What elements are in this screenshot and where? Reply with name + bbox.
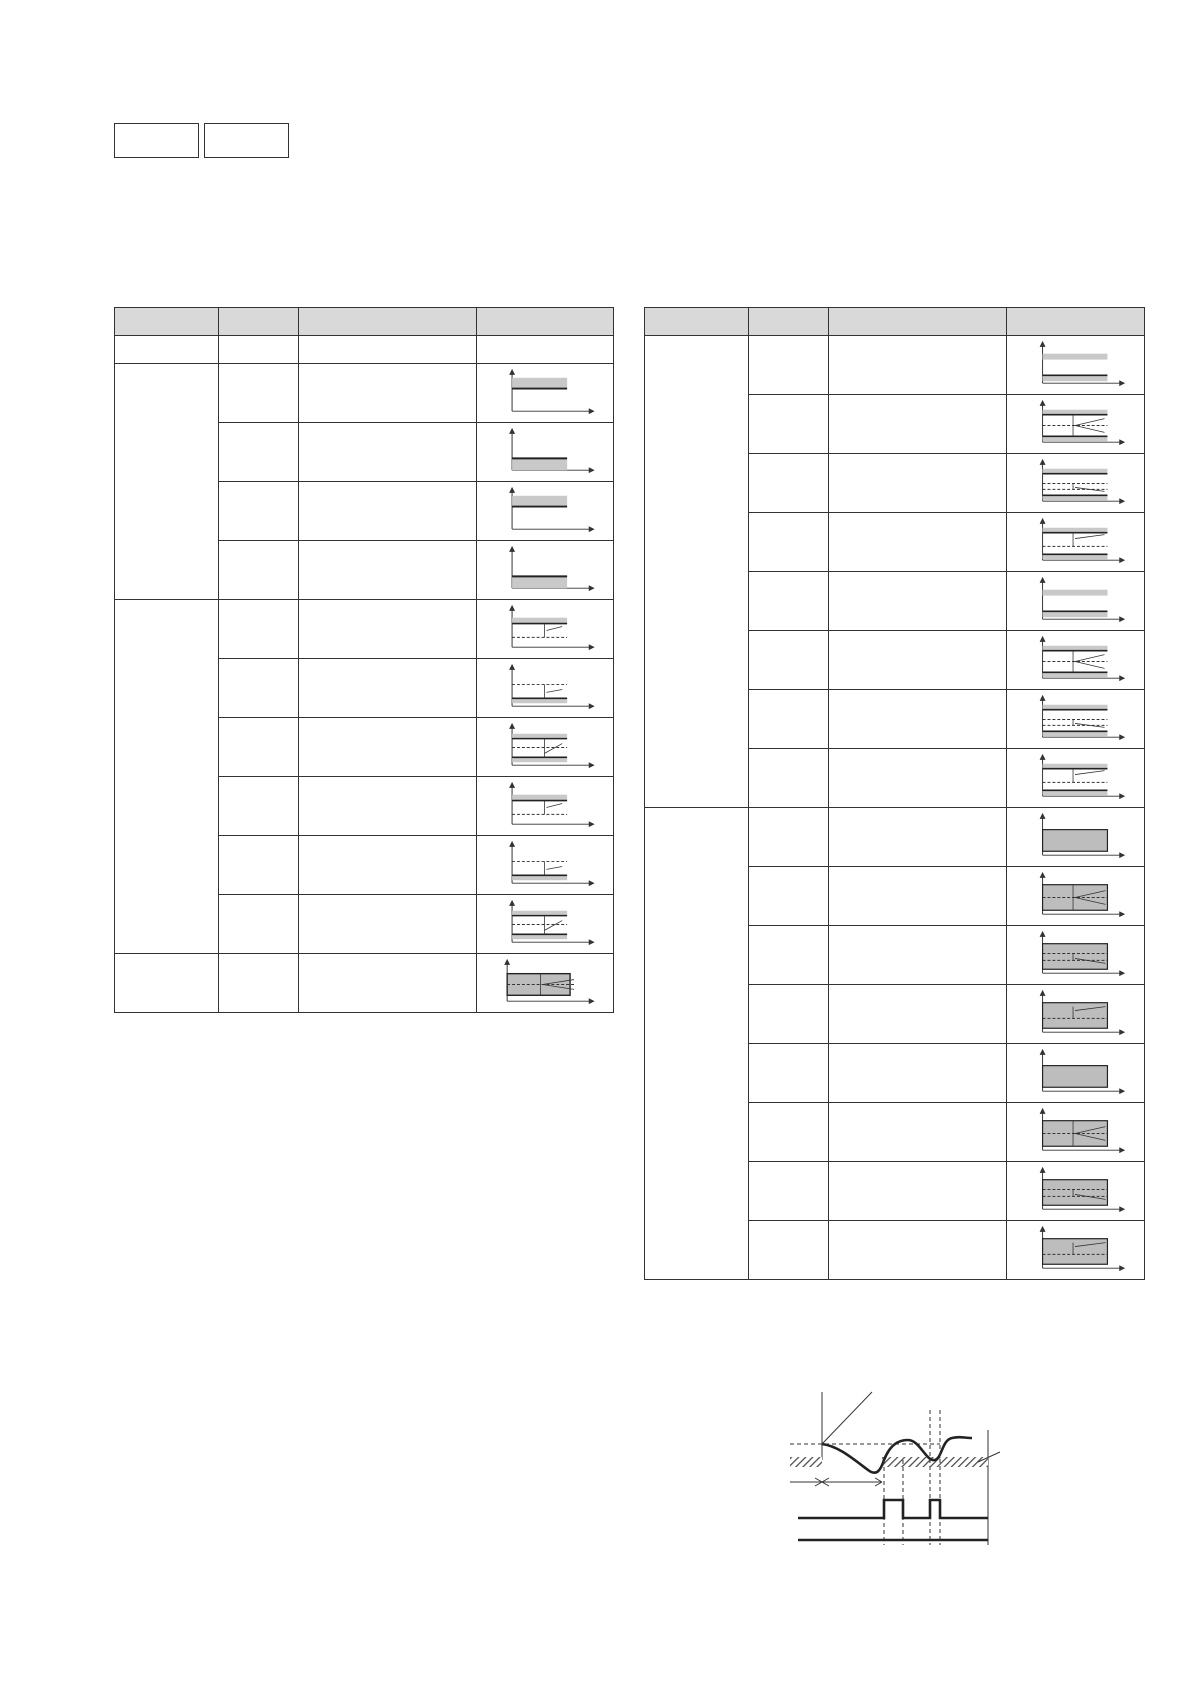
table-cell <box>219 600 299 659</box>
table-cell <box>299 336 477 364</box>
table-cell <box>219 777 299 836</box>
table-cell <box>1007 808 1145 867</box>
table-cell <box>829 867 1007 926</box>
table-cell <box>477 482 614 541</box>
two-band-deviation-icon <box>1007 631 1144 689</box>
two-band-icon <box>1007 336 1144 394</box>
right-header-col-3 <box>829 308 1007 336</box>
table-cell <box>219 895 299 954</box>
filled-deviation-icon <box>1007 1103 1144 1161</box>
right-header-col-2 <box>749 308 829 336</box>
group-label <box>115 364 219 600</box>
table-cell <box>477 336 614 364</box>
filled-deviation-icon <box>1007 867 1144 925</box>
table-cell <box>1007 749 1145 808</box>
table-cell <box>1007 690 1145 749</box>
right-header-col-1 <box>645 308 749 336</box>
table-cell <box>749 749 829 808</box>
table-cell <box>477 541 614 600</box>
header-tag-1 <box>114 123 199 158</box>
lower-deviation-icon <box>477 836 613 894</box>
left-alarm-table <box>114 307 614 1013</box>
right-table-header-row <box>645 308 1145 336</box>
two-band-small-deviation-icon <box>1007 690 1144 748</box>
table-cell <box>477 836 614 895</box>
table-cell <box>829 926 1007 985</box>
group-label <box>115 336 219 364</box>
group-label <box>115 954 219 1013</box>
pv-curve <box>822 1437 972 1473</box>
table-cell <box>219 482 299 541</box>
filled-up-deviation-icon <box>1007 1221 1144 1279</box>
table-cell <box>1007 454 1145 513</box>
table-cell <box>477 718 614 777</box>
right-header-col-4 <box>1007 308 1145 336</box>
table-cell <box>749 1162 829 1221</box>
table-cell <box>749 690 829 749</box>
filled-band-icon <box>1007 808 1144 866</box>
table-cell <box>749 395 829 454</box>
upper-deviation-icon <box>477 600 613 658</box>
table-cell <box>1007 1044 1145 1103</box>
filled-up-deviation-icon <box>1007 985 1144 1043</box>
table-row <box>115 336 614 364</box>
table-cell <box>749 926 829 985</box>
filled-band-icon <box>1007 1044 1144 1102</box>
band-range-icon <box>477 954 613 1012</box>
left-header-col-4 <box>477 308 614 336</box>
table-cell <box>477 777 614 836</box>
table-cell <box>1007 1162 1145 1221</box>
table-cell <box>829 808 1007 867</box>
upper-band-icon <box>477 482 613 540</box>
lower-band-icon <box>477 541 613 599</box>
table-cell <box>829 572 1007 631</box>
table-row <box>115 600 614 659</box>
alarm-timing-diagram <box>780 1390 1010 1550</box>
header-tag-2 <box>204 123 289 158</box>
hysteresis-band <box>790 1457 822 1467</box>
table-cell <box>749 336 829 395</box>
table-cell <box>299 482 477 541</box>
table-cell <box>477 600 614 659</box>
table-cell <box>1007 572 1145 631</box>
table-cell <box>477 423 614 482</box>
table-cell <box>829 985 1007 1044</box>
hysteresis-band <box>882 1457 988 1467</box>
table-cell <box>1007 1103 1145 1162</box>
both-deviation-icon <box>477 718 613 776</box>
lower-band-icon <box>477 423 613 481</box>
upper-deviation-icon <box>477 777 613 835</box>
right-alarm-table <box>644 307 1145 1280</box>
table-cell <box>477 659 614 718</box>
table-cell <box>299 423 477 482</box>
table-cell <box>477 954 614 1013</box>
table-cell <box>219 423 299 482</box>
table-cell <box>1007 631 1145 690</box>
table-cell <box>829 631 1007 690</box>
table-cell <box>299 777 477 836</box>
table-cell <box>829 395 1007 454</box>
lower-deviation-icon <box>477 659 613 717</box>
table-cell <box>829 1044 1007 1103</box>
two-band-icon <box>1007 572 1144 630</box>
table-cell <box>1007 336 1145 395</box>
group-label <box>645 336 749 808</box>
table-cell <box>477 895 614 954</box>
table-cell <box>1007 395 1145 454</box>
alarm-output-signal <box>798 1500 988 1518</box>
table-cell <box>299 541 477 600</box>
table-cell <box>299 659 477 718</box>
table-cell <box>219 336 299 364</box>
table-cell <box>1007 1221 1145 1280</box>
table-cell <box>219 659 299 718</box>
left-header-col-2 <box>219 308 299 336</box>
table-cell <box>749 513 829 572</box>
filled-small-deviation-icon <box>1007 1162 1144 1220</box>
table-cell <box>299 364 477 423</box>
table-cell <box>829 513 1007 572</box>
table-cell <box>829 749 1007 808</box>
table-cell <box>829 336 1007 395</box>
table-cell <box>829 690 1007 749</box>
left-header-col-3 <box>299 308 477 336</box>
table-cell <box>299 718 477 777</box>
table-row <box>645 336 1145 395</box>
two-band-up-deviation-icon <box>1007 749 1144 807</box>
table-cell <box>1007 985 1145 1044</box>
table-cell <box>299 895 477 954</box>
table-cell <box>1007 926 1145 985</box>
two-band-up-deviation-icon <box>1007 513 1144 571</box>
leader-line <box>822 1392 872 1444</box>
table-cell <box>219 718 299 777</box>
table-cell <box>829 1221 1007 1280</box>
both-deviation-icon <box>477 895 613 953</box>
table-cell <box>829 1103 1007 1162</box>
table-cell <box>829 1162 1007 1221</box>
table-cell <box>477 364 614 423</box>
two-band-small-deviation-icon <box>1007 454 1144 512</box>
table-cell <box>219 954 299 1013</box>
table-cell <box>1007 513 1145 572</box>
group-label <box>115 600 219 954</box>
table-cell <box>829 454 1007 513</box>
upper-band-icon <box>477 364 613 422</box>
table-cell <box>219 836 299 895</box>
table-cell <box>749 454 829 513</box>
left-header-col-1 <box>115 308 219 336</box>
table-cell <box>749 631 829 690</box>
table-cell <box>749 1103 829 1162</box>
table-row <box>115 364 614 423</box>
table-cell <box>1007 867 1145 926</box>
table-cell <box>299 600 477 659</box>
table-cell <box>749 867 829 926</box>
table-cell <box>749 1221 829 1280</box>
table-row <box>115 954 614 1013</box>
table-cell <box>749 985 829 1044</box>
table-row <box>645 808 1145 867</box>
table-cell <box>219 541 299 600</box>
group-label <box>645 808 749 1280</box>
table-cell <box>219 364 299 423</box>
table-cell <box>299 954 477 1013</box>
filled-small-deviation-icon <box>1007 926 1144 984</box>
table-cell <box>299 836 477 895</box>
table-cell <box>749 808 829 867</box>
two-band-deviation-icon <box>1007 395 1144 453</box>
left-table-header-row <box>115 308 614 336</box>
table-cell <box>749 1044 829 1103</box>
table-cell <box>749 572 829 631</box>
